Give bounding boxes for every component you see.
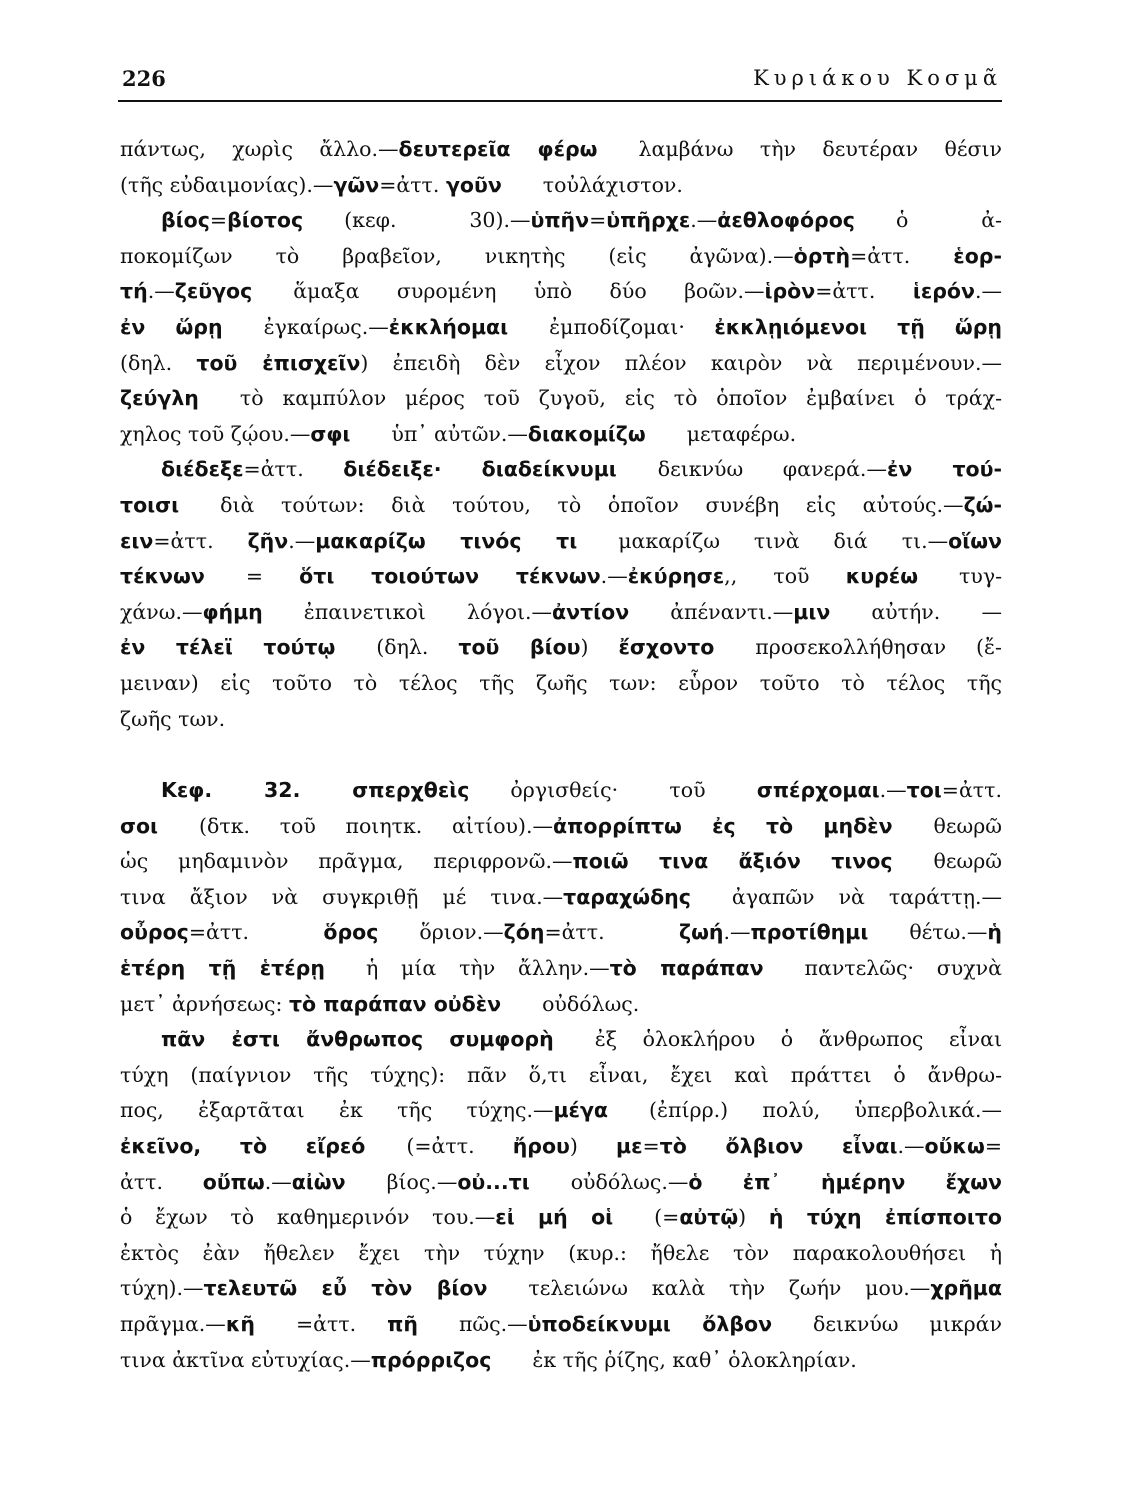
gloss-text: διὰ τούτων: διὰ τούτου, τὸ ὁποῖον συνέβη εἰς αὐτούς.— (179, 492, 964, 517)
headword: ὁρτὴ (793, 243, 851, 268)
gloss-text: ἐξ ὁλοκλήρου ὁ ἄνθρωπος εἶναι (553, 1027, 1002, 1052)
text-line (120, 559, 1002, 595)
gloss-text: =ἀττ. (850, 243, 954, 268)
text-line (120, 239, 1002, 275)
text-line (120, 203, 1002, 239)
text-line (120, 666, 1002, 702)
page-header (118, 66, 1002, 102)
gloss-text: πος, ἐξαρτᾶται ἐκ τῆς τύχης.— (120, 1098, 554, 1123)
headword: ἔσχοντο (618, 635, 715, 660)
dictionary-text (120, 132, 1002, 1378)
headword: δευτερεῖα φέρω (398, 137, 598, 161)
text-line (120, 1058, 1002, 1094)
gloss-text: μετ᾽ ἀρνήσεως: (120, 991, 289, 1016)
headword: πᾶν ἐστι ἄνθρωπος συμφορὴ (161, 1027, 554, 1052)
headword: ἡ τύχη ἐπίσποιτο (768, 1205, 1002, 1230)
headword: ἤρου (512, 1134, 570, 1159)
gloss-text: ἐκ τῆς ῥίζης, καθ᾽ ὁλοκληρίαν. (491, 1347, 857, 1372)
headword: σοι (120, 813, 159, 838)
headword: χρῆμα (930, 1276, 1002, 1301)
gloss-text: =ἀττ. (544, 920, 679, 945)
text-line (120, 1307, 1002, 1343)
paragraph (120, 452, 1002, 737)
headword: τὸ ὄλβιον εἶναι (659, 1134, 898, 1159)
text-line (120, 880, 1002, 916)
gloss-text: ὁ ἀ- (854, 208, 1002, 233)
headword: ζόη (503, 920, 545, 945)
headword: γῶν (333, 172, 380, 197)
gloss-text: .— (147, 279, 175, 304)
paragraph (120, 132, 1002, 203)
gloss-text: τύχη (παίγνιον τῆς τύχης): πᾶν ὅ,τι εἶναι, ἔχει καὶ πράττει ὁ ἄνθρω- (120, 1062, 1002, 1087)
headword: διακομίζω (527, 421, 646, 446)
gloss-text: ἀπέναντι.— (629, 599, 794, 624)
headword: κῆ (225, 1312, 255, 1336)
text-line (120, 1165, 1002, 1201)
gloss-text: τινα ἀκτῖνα εὐτυχίας.— (120, 1347, 371, 1372)
text-line (120, 773, 1002, 809)
headword: ἑτέρη τῇ ἑτέρῃ (120, 956, 325, 981)
gloss-text: ἐμποδίζομαι· (508, 314, 715, 339)
headword: πρόρριζος (370, 1347, 492, 1372)
text-line (120, 1129, 1002, 1165)
text-line (120, 987, 1002, 1023)
gloss-text: βίος.— (345, 1169, 458, 1194)
headword: οὔκω (924, 1134, 985, 1159)
gloss-text: δεικνύω μικράν (772, 1312, 1002, 1336)
headword: βίοτος (227, 208, 304, 233)
headword: τή (120, 279, 148, 304)
gloss-text: τελειώνω καλὰ τὴν ζωήν μου.— (487, 1276, 931, 1301)
gloss-text: .— (879, 778, 907, 803)
gloss-text: .— (264, 1169, 292, 1194)
headword: ἐν τέλεϊ τούτῳ (120, 635, 336, 660)
gloss-text: οὐδόλως.— (529, 1169, 689, 1194)
headword: ὑποδείκνυμι ὄλβον (527, 1312, 773, 1336)
headword: ζεῦγος (174, 279, 253, 304)
gloss-text: .— (690, 208, 718, 233)
headword: ἑορ- (953, 243, 1002, 268)
headword: ταραχώδης (563, 884, 691, 909)
gloss-text: (= (613, 1205, 680, 1230)
gloss-text: θεωρῶ (892, 849, 1002, 874)
gloss-text: ποκομίζων τὸ βραβεῖον, νικητὴς (εἰς ἀγῶνα).— (120, 243, 794, 268)
headword: γοῦν (445, 172, 502, 197)
gloss-text: χάνω.— (120, 599, 203, 624)
gloss-text: =ἀττ. (941, 778, 1002, 803)
gloss-text: μεταφέρω. (645, 421, 797, 446)
headword: ἐν τού- (886, 457, 1002, 482)
text-line (120, 951, 1002, 987)
gloss-text: (ἐπίρρ.) πολύ, ὑπερβολικά.— (608, 1098, 1002, 1123)
headword: ἀντίον (552, 599, 630, 624)
gloss-text: ὀργισθείς· τοῦ (469, 778, 757, 803)
gloss-text: (δηλ. (335, 635, 459, 660)
gloss-text: ἀγαπῶν νὰ ταράττῃ.— (690, 884, 1002, 909)
headword: μέγα (553, 1098, 609, 1123)
headword: μιν (793, 599, 831, 624)
gloss-text: οὐδόλως. (501, 991, 640, 1016)
gloss-text: ἐγκαίρως.— (222, 314, 389, 339)
gloss-text: ὑπ᾽ αὐτῶν.— (350, 421, 528, 446)
gloss-text: ὡς μηδαμινὸν πρᾶγμα, περιφρονῶ.— (120, 849, 573, 874)
gloss-text: = (984, 1134, 1002, 1159)
gloss-text: =ἀττ. (815, 279, 913, 304)
running-title: Κυριάκου Κοσμᾶ (753, 66, 1002, 90)
headword: ὑπῆρχε (606, 208, 691, 233)
headword: ζώ- (963, 492, 1002, 517)
text-line (120, 1022, 1002, 1058)
text-line (120, 915, 1002, 951)
text-line (120, 844, 1002, 880)
gloss-text: (κεφ. 30).— (303, 208, 531, 233)
headword: ζωή (678, 920, 724, 945)
headword: εἰ μή οἱ (495, 1205, 614, 1230)
text-line (120, 1236, 1002, 1272)
text-line (120, 132, 1002, 168)
gloss-text: ἀττ. (120, 1169, 203, 1194)
headword: φήμη (202, 599, 263, 624)
gloss-text: αὐτήν. — (830, 599, 1002, 624)
gloss-text: ἐκτὸς ἐὰν ἤθελεν ἔχει τὴν τύχην (κυρ.: ἤθελε τὸν παρακολουθήσει ἡ (120, 1240, 1002, 1265)
headword: ζεύγλη (120, 386, 199, 411)
section-gap (120, 737, 1002, 773)
text-line (120, 452, 1002, 488)
gloss-text: τὸ καμπύλον μέρος τοῦ ζυγοῦ, εἰς τὸ ὁποῖον ἐμβαίνει ὁ τράχ- (198, 386, 1002, 411)
gloss-text: ὅριον.— (378, 920, 504, 945)
headword: οὔπω (202, 1169, 265, 1194)
gloss-text: = (204, 564, 300, 589)
gloss-text: ζωῆς των. (120, 706, 226, 731)
headword: σφι (310, 421, 351, 446)
gloss-text: λαμβάνω τὴν δευτέραν θέσιν (597, 137, 1002, 161)
headword: σπέρχομαι (756, 778, 880, 803)
gloss-text: πρᾶγμα.— (120, 1312, 226, 1336)
text-line (120, 1093, 1002, 1129)
headword: προτίθημι (750, 920, 869, 945)
gloss-text: ἅμαξα συρομένη ὑπὸ δύο βοῶν.— (252, 279, 765, 304)
headword: τοῦ βίου (458, 635, 581, 660)
headword: ὑπῆν (530, 208, 590, 233)
gloss-text (120, 1027, 161, 1051)
headword: ἐκύρησε (627, 564, 725, 589)
text-line (120, 1343, 1002, 1379)
headword: αὐτῷ (679, 1205, 739, 1230)
headword: τὸ παράπαν οὐδὲν (288, 991, 502, 1016)
gloss-text: παντελῶς· συχνὰ (763, 956, 1002, 981)
gloss-text: =ἀττ. (243, 457, 344, 482)
gloss-text: τοὐλάχιστον. (501, 172, 683, 197)
headword: ὅρος (323, 920, 379, 945)
headword: κυρέω (845, 564, 919, 589)
gloss-text (120, 208, 161, 232)
headword: ἐκκλήομαι (388, 314, 509, 339)
gloss-text: (=ἀττ. (365, 1134, 513, 1159)
gloss-text: ) ἐπειδὴ δὲν εἶχον πλέον καιρὸν νὰ περιμένουν.— (360, 350, 1002, 375)
headword: ἐκκλῃιόμενοι τῇ ὥρῃ (714, 314, 1002, 339)
headword: τὸ παράπαν (609, 956, 764, 981)
gloss-text: ὁ ἔχων τὸ καθημερινόν του.— (120, 1205, 496, 1230)
headword: ἀπορρίπτω ἐς τὸ μηδὲν (553, 813, 893, 838)
gloss-text: = (209, 208, 228, 233)
gloss-text: .— (974, 279, 1002, 304)
gloss-text: .— (897, 1134, 925, 1159)
headword: ἱρὸν (764, 279, 816, 304)
gloss-text: δεικνύω φανερά.— (616, 457, 887, 482)
headword: ἡ (987, 920, 1002, 945)
text-line (120, 809, 1002, 845)
gloss-text: προσεκολλήθησαν (ἔ- (714, 635, 1002, 660)
headword: ἀεθλοφόρος (717, 208, 855, 233)
gloss-text: ἐπαινετικοὶ λόγοι.— (262, 599, 553, 624)
headword: τοι (906, 778, 942, 803)
gloss-text: θεωρῶ (892, 813, 1002, 838)
page-number: 226 (122, 66, 166, 91)
headword: διέδεξε (161, 457, 244, 482)
paragraph (120, 203, 1002, 452)
headword: τοισι (120, 492, 180, 517)
text-line (120, 168, 1002, 204)
gloss-text: πάντως, χωρὶς ἄλλο.— (120, 137, 399, 161)
headword: ἱερόν (912, 279, 975, 304)
paragraph (120, 1022, 1002, 1378)
gloss-text: .— (600, 564, 628, 589)
headword: οἵων (948, 528, 1002, 553)
gloss-text: θέτω.— (868, 920, 988, 945)
gloss-text: =ἀττ. (188, 920, 324, 945)
text-line (120, 381, 1002, 417)
text-line (120, 310, 1002, 346)
text-line (120, 524, 1002, 560)
gloss-text (120, 778, 161, 802)
gloss-text: .— (723, 920, 751, 945)
headword: ποιῶ τινα ἄξιόν τινος (572, 849, 893, 874)
gloss-text: =ἀττ. (379, 172, 446, 197)
headword: με (615, 1134, 643, 1159)
gloss-text: τυγ- (918, 564, 1002, 589)
gloss-text: ,, τοῦ (724, 564, 846, 589)
headword: οὐ...τι (457, 1169, 530, 1194)
gloss-text: τύχη).— (120, 1276, 204, 1301)
headword: διέδειξε· διαδείκνυμι (343, 457, 617, 482)
text-line (120, 346, 1002, 382)
headword: βίος (161, 208, 210, 233)
headword: Κεφ. 32. σπερχθεὶς (161, 778, 470, 803)
headword: οὖρος (120, 920, 189, 945)
headword: ὅτι τοιούτων τέκνων (299, 564, 601, 589)
headword: ἐν ὥρῃ (120, 314, 223, 339)
headword: αἰὼν (291, 1169, 346, 1194)
headword: τέκνων (120, 564, 205, 589)
gloss-text: ) (580, 635, 619, 660)
gloss-text: = (642, 1134, 660, 1159)
headword: πῆ (387, 1312, 418, 1336)
gloss-text: (δηλ. (120, 350, 197, 375)
text-line (120, 630, 1002, 666)
text-line (120, 702, 1002, 738)
text-line (120, 1271, 1002, 1307)
text-line (120, 1200, 1002, 1236)
gloss-text: ἡ μία τὴν ἄλλην.— (324, 956, 610, 981)
gloss-text (120, 457, 161, 481)
text-line (120, 595, 1002, 631)
gloss-text: ) (569, 1134, 616, 1159)
text-line (120, 417, 1002, 453)
gloss-text: .— (288, 528, 316, 553)
headword: ζῆν (247, 528, 289, 553)
text-line (120, 274, 1002, 310)
gloss-text: πῶς.— (417, 1312, 528, 1336)
gloss-text: (δτκ. τοῦ ποιητκ. αἰτίου).— (158, 813, 554, 838)
headword: τελευτῶ εὖ τὸν βίον (203, 1276, 488, 1301)
headword: ειν (120, 528, 154, 553)
text-line (120, 488, 1002, 524)
gloss-text: μακαρίζω τινὰ διά τι.— (577, 528, 949, 553)
paragraph (120, 773, 1002, 1022)
gloss-text: (τῆς εὐδαιμονίας).— (120, 172, 334, 197)
gloss-text: χηλος τοῦ ζῴου.— (120, 421, 311, 446)
gloss-text: μειναν) εἰς τοῦτο τὸ τέλος τῆς ζωῆς των: εὗρον τοῦτο τὸ τέλος τῆς (120, 670, 1002, 695)
headword: ἐκεῖνο, τὸ εἴρεό (120, 1134, 366, 1159)
gloss-text: = (589, 208, 607, 233)
gloss-text: =ἀττ. (153, 528, 248, 553)
gloss-text: =ἀττ. (254, 1312, 388, 1336)
headword: μακαρίζω τινός τι (315, 528, 578, 553)
headword: ὁ ἐπ᾽ ἡμέρην ἔχων (688, 1169, 1002, 1194)
headword: τοῦ ἐπισχεῖν (196, 350, 361, 375)
gloss-text: ) (738, 1205, 769, 1230)
gloss-text: τινα ἄξιον νὰ συγκριθῇ μέ τινα.— (120, 884, 564, 909)
